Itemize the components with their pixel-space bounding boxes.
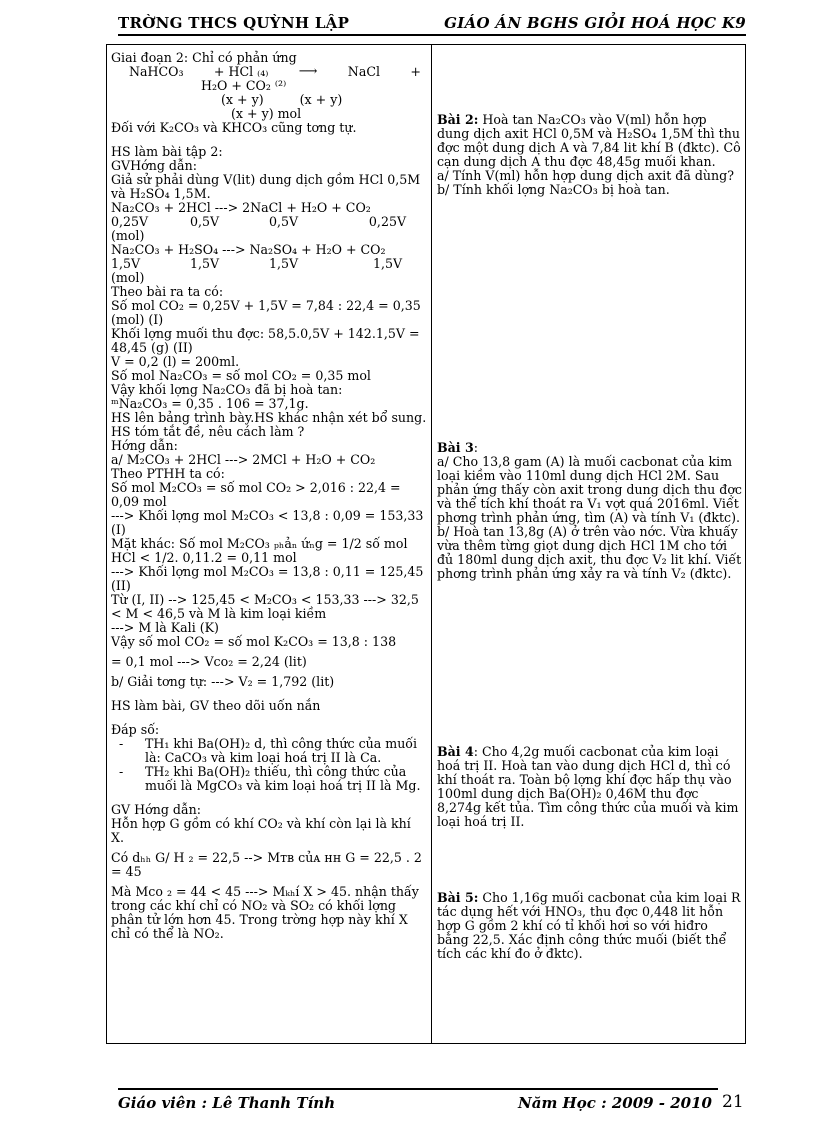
page-footer [118,1088,718,1112]
answer-bullet: - TH₂ khi Ba(OH)₂ thiếu, thì công thức của muối là MgCO₃ và kim loại hoá trị II là Mg. [119,764,421,793]
school-year: Năm Học : 2009 - 2010 [518,1094,712,1112]
text-line: = 0,1 mol ---> Vco₂ = 2,24 (lit) [111,654,307,669]
text-line: V = 0,2 (l) = 200ml. [111,354,240,369]
text-line: GV Hớng dẫn: [111,802,202,817]
exercise-3: Bài 3: a/ Cho 13,8 gam (A) là muối cacbonat của kim loại kiềm vào 110ml dung dịch HCl 2M. Sau phản ứng thấy còn axit trong dung dịch thu đợc và thể tích khí thoát ra V₁ vợt quá 2016ml. Viết phơng trình phản ứng, tìm (A) và tính V₁ (đktc). b/ Hoà tan 13,8g (A) ở trên vào nớc. Vừa khuấy vừa thêm từng giọt dung dịch HCl 1M cho tới đủ 180ml dung dịch axit, thu đợc V₂ lit khí. Viết phơng trình phản ứng xảy ra và tính V₂ (đktc). [437,440,742,581]
equation-line: (x + y) (x + y) [221,92,343,107]
text-line: (mol) [111,228,145,243]
page-header [118,12,746,36]
exercise-4: Bài 4: Cho 4,2g muối cacbonat của kim loại hoá trị II. Hoà tan vào dung dịch HCl d, thì có khí thoát ra. Toàn bộ lợng khí đợc hấp thụ vào 100ml dung dịch Ba(OH)₂ 0,46M thu đợc 8,274g kết tủa. Tìm công thức của muối và kim loại hoá trị II. [437,744,739,829]
exercise-title: Bài 4 [437,744,474,759]
text-line: GVHớng dẫn: [111,158,198,173]
equation-line: NaHCO₃ + HCl ₍₄₎ ⟶ NaCl + [129,64,421,79]
text-line: b/ Giải tơng tự: ---> V₂ = 1,792 (lit) [111,674,335,689]
answer-bullet: - TH₁ khi Ba(OH)₂ d, thì công thức của muối là: CaCO₃ và kim loại hoá trị II là Ca. [119,736,418,765]
mole-row: 1,5V 1,5V 1,5V 1,5V [111,256,403,271]
teacher-name: Giáo viên : Lê Thanh Tính [118,1094,336,1112]
text-line: Theo PTHH ta có: [111,466,225,481]
exercise-title: Bài 2: [437,112,479,127]
school-name: TRỜNG THCS QUỲNH LẬP [118,14,350,32]
exercise-column [437,45,742,1035]
column-divider [431,45,432,1043]
text-line: Theo bài ra ta có: [111,284,224,299]
text-line: Có dₕₕ G/ H ₂ = 22,5 --> Mᴛʙ ᴄủᴀ ʜʜ G = 22,5 . 2 = 45 [111,850,422,879]
text-line: Số mol CO₂ = 0,25V + 1,5V = 7,84 : 22,4 = 0,35 (mol) (I) [111,298,421,327]
text-line: Vậy khối lợng Na₂CO₃ đã bị hoà tan: [111,382,343,397]
teacher-student-column [111,51,427,941]
text-line: Từ (I, II) --> 125,45 < M₂CO₃ < 153,33 ---> 32,5 < M < 46,5 và M là kim loại kiềm [111,592,419,621]
equation-line: H₂O + CO₂ ⁽²⁾ [201,78,287,93]
text-line: Mà Mco ₂ = 44 < 45 ---> Mₖₕí X > 45. nhận thấy trong các khí chỉ có NO₂ và SO₂ có khối lợng phân tử lớn hơn 45. Trong trờng hợp này khí X chỉ có thể là NO₂. [111,884,419,941]
page-number: 21 [722,1092,744,1112]
text-line: Giai đoạn 2: Chỉ có phản ứng [111,50,297,65]
text-line: Số mol Na₂CO₃ = số mol CO₂ = 0,35 mol [111,368,371,383]
text-line: Đối với K₂CO₃ và KHCO₃ cũng tơng tự. [111,120,357,135]
text-line: b/ Hoà tan 13,8g (A) ở trên vào nớc. Vừa khuấy vừa thêm từng giọt dung dịch HCl 1M cho tới đủ 180ml dung dịch axit, thu đợc V₂ lit khí. Viết phơng trình phản ứng xảy ra và tính V₂ (đktc). [437,524,742,581]
exercise-2: Bài 2: Hoà tan Na₂CO₃ vào V(ml) hỗn hợp dung dịch axit HCl 0,5M và H₂SO₄ 1,5M thì thu đợc một dung dịch A và 7,84 lit khí B (đktc). Cô cạn dung dịch A thu đợc 48,45g muối khan. a/ Tính V(ml) hỗn hợp dung dịch axit đã dùng? b/ Tính khối lợng Na₂CO₃ bị hoà tan. [437,112,741,197]
equation-line: Na₂CO₃ + 2HCl ---> 2NaCl + H₂O + CO₂ [111,200,371,215]
text-line: Hớng dẫn: [111,438,178,453]
text-line: a/ Tính V(ml) hỗn hợp dung dịch axit đã dùng? [437,168,734,183]
text-line: ᵐNa₂CO₃ = 0,35 . 106 = 37,1g. [111,396,309,411]
text-line: Mặt khác: Số mol M₂CO₃ ₚₕảₙ ứₙg = 1/2 số mol HCl < 1/2. 0,11.2 = 0,11 mol [111,536,408,565]
text-line: b/ Tính khối lợng Na₂CO₃ bị hoà tan. [437,182,670,197]
equation-line: Na₂CO₃ + H₂SO₄ ---> Na₂SO₄ + H₂O + CO₂ [111,242,386,257]
text-line: Vậy số mol CO₂ = số mol K₂CO₃ = 13,8 : 138 [111,634,397,649]
document-title: GIÁO ÁN BGHS GIỎI HOÁ HỌC K9 [444,14,746,32]
text-line: HS lên bảng trình bày.HS khác nhận xét bổ sung. [111,410,427,425]
arrow-icon: ⟶ [298,64,318,79]
text-line: a/ Cho 13,8 gam (A) là muối cacbonat của kim loại kiềm vào 110ml dung dịch HCl 2M. Sau phản ứng thấy còn axit trong dung dịch thu đợc và thể tích khí thoát ra V₁ vợt quá 2016ml. Viết phơng trình phản ứng, tìm (A) và tính V₁ (đktc). [437,454,742,525]
exercise-title: Bài 3 [437,440,474,455]
text-line: HS làm bài tập 2: [111,144,223,159]
exercise-title: Bài 5: [437,890,479,905]
text-line: Đáp số: [111,722,160,737]
text-line: ---> Khối lợng mol M₂CO₃ = 13,8 : 0,11 = 125,45 (II) [111,564,424,593]
text-line: HS tóm tắt đề, nêu cách làm ? [111,424,305,439]
text-line: ---> Khối lợng mol M₂CO₃ < 13,8 : 0,09 = 153,33 (I) [111,508,424,537]
exercise-5: Bài 5: Cho 1,16g muối cacbonat của kim loại R tác dụng hết với HNO₃, thu đợc 0,448 lit hỗn hợp G gồm 2 khí có tỉ khối hơi so với hiđro bằng 22,5. Xác định công thức muối (biết thể tích các khí đo ở đktc). [437,890,741,961]
equation-line: a/ M₂CO₃ + 2HCl ---> 2MCl + H₂O + CO₂ [111,452,376,467]
text-line: ---> M là Kali (K) [111,620,219,635]
mole-row: 0,25V 0,5V 0,5V 0,25V [111,214,407,229]
text-line: Khối lợng muối thu đợc: 58,5.0,5V + 142.1,5V = 48,45 (g) (II) [111,326,420,355]
text-line: Hỗn hợp G gồm có khí CO₂ và khí còn lại là khí X. [111,816,411,845]
text-line: Số mol M₂CO₃ = số mol CO₂ > 2,016 : 22,4 = 0,09 mol [111,480,401,509]
lesson-table [106,44,746,1044]
text-line: (mol) [111,270,145,285]
text-line: HS làm bài, GV theo dõi uốn nắn [111,698,321,713]
equation-line: (x + y) mol [231,106,302,121]
text-line: Giả sử phải dùng V(lit) dung dịch gồm HCl 0,5M và H₂SO₄ 1,5M. [111,172,421,201]
